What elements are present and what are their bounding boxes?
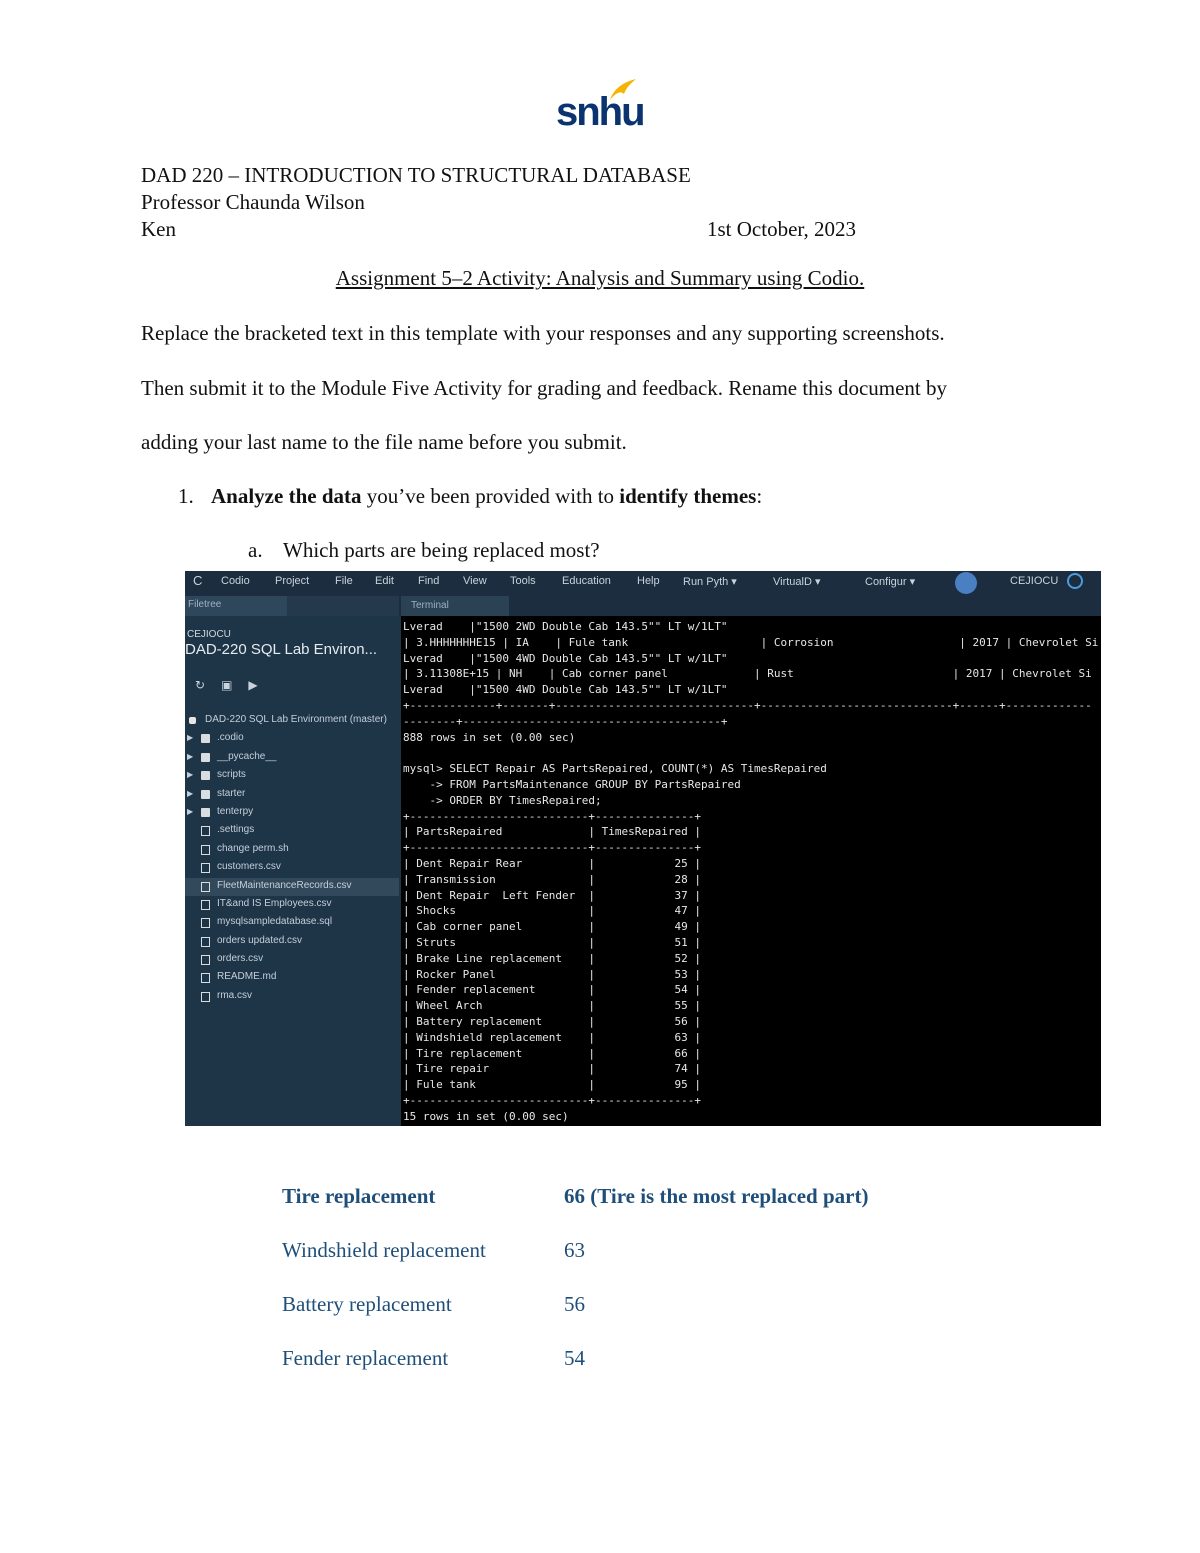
tree-item-label: DAD-220 SQL Lab Environment (master) <box>205 714 387 725</box>
student-name: Ken <box>141 217 176 241</box>
terminal-line: -> FROM PartsMaintenance GROUP BY PartsRepaired <box>403 778 741 791</box>
tree-file[interactable] <box>185 914 399 932</box>
terminal-line: | Dent Repair Left Fender | 37 | <box>403 888 702 902</box>
file-icon <box>201 973 210 983</box>
tree-file[interactable] <box>185 969 399 987</box>
tree-item-label: change perm.sh <box>217 842 289 854</box>
terminal-line: | Transmission | 28 | <box>403 872 702 886</box>
terminal-line: +---------------------------+---------------+ <box>403 841 702 855</box>
tree-item-label: orders updated.csv <box>217 934 303 946</box>
question-1-end: : <box>756 484 763 508</box>
terminal-line: 15 rows in set (0.00 sec) <box>403 1109 569 1123</box>
instructions-line-1: Replace the bracketed text in this template with your responses and any supporting screenshots. <box>141 321 945 345</box>
tree-item-label: .settings <box>217 824 255 836</box>
tree-file[interactable] <box>185 878 399 896</box>
tree-folder[interactable] <box>185 804 399 822</box>
folder-icon <box>201 790 210 799</box>
result-count: 63 <box>564 1238 585 1262</box>
menu-codio[interactable]: Codio <box>221 575 250 587</box>
menu-edit[interactable]: Edit <box>375 575 394 587</box>
menu-project[interactable]: Project <box>275 575 310 587</box>
tree-root[interactable] <box>185 712 399 730</box>
file-icon <box>201 918 210 928</box>
terminal-line: | Struts | 51 | <box>403 936 702 949</box>
tree-item-label: starter <box>217 787 246 799</box>
tree-item-label: mysqlsampledatabase.sql <box>217 916 333 928</box>
terminal-line: mysql> SELECT Repair AS PartsRepaired, COUNT(*) AS TimesRepaired <box>403 762 827 776</box>
tree-folder[interactable] <box>185 786 399 804</box>
result-part-name: Fender replacement <box>282 1346 449 1370</box>
terminal-line: | Fender replacement | 54 | <box>403 983 702 997</box>
terminal-line: --------+---------------------------------------+ <box>403 714 728 728</box>
terminal-line: Lverad |"1500 4WD Double Cab 143.5"" LT w/1LT" <box>403 683 728 697</box>
terminal-line: | Battery replacement | 56 | <box>403 1015 702 1028</box>
result-part-name: Battery replacement <box>282 1292 452 1316</box>
terminal-line: | Shocks | 47 | <box>403 904 702 918</box>
tree-folder[interactable] <box>185 749 399 767</box>
phone-icon[interactable] <box>955 572 977 594</box>
terminal-line: +---------------------------+---------------+ <box>403 1094 702 1107</box>
terminal-line: | Fule tank | 95 | <box>403 1078 702 1092</box>
result-count: 54 <box>564 1346 585 1370</box>
terminal-line: | Brake Line replacement | 52 | <box>403 951 702 965</box>
sidebar-tab-bar <box>185 596 399 616</box>
terminal-line: | Tire repair | 74 | <box>403 1062 702 1076</box>
codio-logo-icon: C <box>193 573 203 588</box>
menu-tools[interactable]: Tools <box>510 575 536 587</box>
file-tree <box>185 712 399 1006</box>
instructions-line-2: Then submit it to the Module Five Activity for grading and feedback. Rename this document by <box>141 376 947 400</box>
tree-item-label: README.md <box>217 971 277 983</box>
tree-item-label: scripts <box>217 769 246 781</box>
tree-file[interactable] <box>185 822 399 840</box>
terminal-output[interactable] <box>399 616 1101 1126</box>
tree-item-label: IT&and IS Employees.csv <box>217 897 332 909</box>
terminal-line: | Windshield replacement | 63 | <box>403 1030 702 1044</box>
play-icon[interactable]: ▶ <box>248 678 258 692</box>
file-icon <box>201 955 210 965</box>
question-1-bold-themes: identify themes <box>619 484 757 508</box>
question-1-text <box>211 483 762 509</box>
terminal-line: | Dent Repair Rear | 25 | <box>403 857 702 870</box>
expand-arrow-icon[interactable]: ▶ <box>187 733 194 743</box>
menu-run[interactable]: Run Pyth ▾ <box>683 576 737 588</box>
assignment-title: Assignment 5–2 Activity: Analysis and Summary using Codio. <box>335 266 865 290</box>
file-icon <box>201 845 210 855</box>
sidebar-user: CEJIOCU <box>187 629 231 640</box>
tree-file[interactable] <box>185 859 399 877</box>
tree-item-label: tenterpy <box>217 805 254 817</box>
tree-file[interactable] <box>185 933 399 951</box>
preview-icon[interactable]: ▣ <box>221 678 233 692</box>
project-name: DAD-220 SQL Lab Environ... <box>185 641 378 658</box>
sidebar-toolbar <box>195 678 274 692</box>
terminal-tab-bar <box>399 596 1101 616</box>
question-1-mid: you’ve been provided with to <box>361 484 620 508</box>
result-count: 56 <box>564 1292 585 1316</box>
document-date: 1st October, 2023 <box>707 217 857 241</box>
file-icon <box>201 992 210 1002</box>
tree-file[interactable] <box>185 896 399 914</box>
expand-arrow-icon[interactable]: ▶ <box>187 751 194 761</box>
logo-text: snhu <box>556 90 644 134</box>
folder-icon <box>201 734 210 743</box>
expand-arrow-icon[interactable]: ▶ <box>187 806 194 816</box>
menu-help[interactable]: Help <box>637 575 660 587</box>
terminal-line: Lverad |"1500 4WD Double Cab 143.5"" LT w/1LT" <box>403 651 728 665</box>
menu-education[interactable]: Education <box>562 575 611 587</box>
result-part-name: Windshield replacement <box>282 1238 486 1262</box>
terminal-line: | Tire replacement | 66 | <box>403 1046 702 1060</box>
tree-item-label: rma.csv <box>217 989 252 1001</box>
menu-configure[interactable]: Configur ▾ <box>865 576 916 588</box>
file-icon <box>201 900 210 910</box>
tree-folder[interactable] <box>185 767 399 785</box>
file-tree-sidebar <box>185 596 399 1126</box>
terminal-line: | Rocker Panel | 53 | <box>403 967 702 981</box>
terminal-line: | Wheel Arch | 55 | <box>403 999 702 1013</box>
folder-icon <box>201 771 210 780</box>
tree-item-label: .codio <box>217 732 244 744</box>
instructions-line-3: adding your last name to the file name before you submit. <box>141 430 627 454</box>
menu-find[interactable]: Find <box>418 575 440 587</box>
terminal-line: Lverad |"1500 2WD Double Cab 143.5"" LT w/1LT" <box>403 620 728 633</box>
terminal-line: | 3.HHHHHHHE15 | IA | Fule tank | Corrosion | 2017 | Chevrolet Si <box>403 635 1099 649</box>
tree-item-label: orders.csv <box>217 953 264 965</box>
terminal-line: +-------------+-------+------------------------------+-----------------------------+------+------------- <box>403 699 1092 712</box>
file-icon <box>201 937 210 947</box>
tree-item-label: FleetMaintenanceRecords.csv <box>217 879 352 891</box>
file-icon <box>201 863 210 873</box>
user-code: CEJIOCU <box>1010 575 1059 587</box>
power-icon[interactable] <box>1067 573 1083 589</box>
codio-menu-bar <box>185 571 1101 596</box>
menu-view[interactable]: View <box>463 575 487 587</box>
question-1a-letter: a. <box>248 538 263 562</box>
folder-icon <box>201 753 210 762</box>
menu-file[interactable]: File <box>335 575 353 587</box>
terminal-line: -> ORDER BY TimesRepaired; <box>403 793 602 807</box>
terminal-tab[interactable] <box>401 596 509 616</box>
file-icon <box>201 882 210 892</box>
tree-file[interactable] <box>185 841 399 859</box>
expand-arrow-icon[interactable]: ▶ <box>187 788 194 798</box>
result-part-name: Tire replacement <box>282 1184 436 1208</box>
lock-icon <box>189 717 196 724</box>
file-icon <box>201 826 210 836</box>
tree-file[interactable] <box>185 988 399 1006</box>
terminal-line: +---------------------------+---------------+ <box>403 809 702 823</box>
result-count: 66 (Tire is the most replaced part) <box>564 1184 869 1208</box>
tree-file[interactable] <box>185 951 399 969</box>
snhu-logo <box>556 78 646 136</box>
tree-item-label: __pycache__ <box>217 750 277 762</box>
terminal-tab-label: Terminal <box>411 600 449 611</box>
terminal-line: 888 rows in set (0.00 sec) <box>403 730 576 744</box>
question-1a-text: Which parts are being replaced most? <box>283 538 600 562</box>
codio-screenshot <box>185 571 1101 1126</box>
refresh-icon[interactable]: ↻ <box>195 678 206 692</box>
question-1-number: 1. <box>178 484 194 508</box>
terminal-line: | 3.11308E+15 | NH | Cab corner panel | Rust | 2017 | Chevrolet Si <box>403 667 1092 681</box>
professor-name: Professor Chaunda Wilson <box>141 190 365 214</box>
folder-icon <box>201 808 210 817</box>
question-1-bold-analyze: Analyze the data <box>211 484 362 508</box>
terminal-line: | PartsRepaired | TimesRepaired | <box>403 825 702 839</box>
terminal-line: | Cab corner panel | 49 | <box>403 920 702 934</box>
menu-virtual[interactable]: VirtualD ▾ <box>773 576 821 588</box>
expand-arrow-icon[interactable]: ▶ <box>187 770 194 780</box>
tree-item-label: customers.csv <box>217 861 281 873</box>
tree-folder[interactable] <box>185 730 399 748</box>
course-title: DAD 220 – INTRODUCTION TO STRUCTURAL DATABASE <box>141 163 691 187</box>
sidebar-tab-filetree[interactable]: Filetree <box>188 599 222 610</box>
